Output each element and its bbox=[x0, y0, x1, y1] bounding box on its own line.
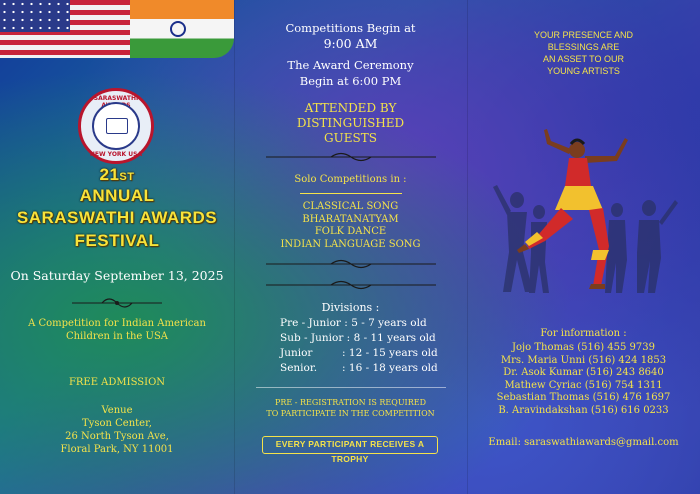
comp-begin-line: Competitions Begin at bbox=[285, 21, 416, 35]
bharatanatyam-dancer-icon bbox=[477, 120, 687, 295]
attended-block bbox=[234, 101, 467, 146]
event-date: On Saturday September 13, 2025 bbox=[10, 268, 224, 283]
contact-item: Dr. Asok Kumar (516) 243 8640 bbox=[503, 367, 664, 378]
free-admission: FREE ADMISSION bbox=[68, 377, 166, 388]
prereg-notice bbox=[234, 397, 467, 419]
contact-item: B. Aravindakshan (516) 616 0233 bbox=[498, 404, 669, 416]
divisions-list bbox=[280, 316, 438, 376]
division-row: Pre - Junior : 5 - 7 years old bbox=[280, 317, 427, 329]
edition-heading bbox=[0, 165, 234, 185]
division-age: 12 - 15 years old bbox=[348, 347, 438, 359]
division-name: Senior. bbox=[280, 362, 318, 374]
scroll-divider-icon bbox=[72, 296, 162, 310]
solo-item-bharatanatyam: BHARATANATYAM bbox=[302, 213, 399, 225]
middle-panel bbox=[234, 0, 467, 494]
edition-suffix: ST bbox=[119, 171, 135, 183]
solo-item-classical-song: CLASSICAL SONG bbox=[302, 201, 399, 212]
attended-line-3: GUESTS bbox=[324, 131, 377, 145]
division-name: Junior bbox=[280, 347, 313, 359]
venue-street: 26 North Tyson Ave, bbox=[65, 431, 169, 442]
scroll-divider-icon bbox=[266, 151, 436, 163]
venue-city: Floral Park, NY 11001 bbox=[60, 444, 174, 455]
contact-item: Sebastian Thomas (516) 476 1697 bbox=[496, 392, 671, 403]
schedule-block bbox=[234, 20, 467, 89]
division-age: 5 - 7 years old bbox=[351, 317, 427, 329]
comp-begin-time: 9:00 AM bbox=[323, 36, 378, 51]
title-line-3: FESTIVAL bbox=[74, 231, 160, 250]
venue-block bbox=[0, 404, 234, 456]
competition-line-1: A Competition for Indian American bbox=[28, 318, 206, 329]
solo-heading: Solo Competitions in : bbox=[294, 174, 407, 185]
contact-item: Mathew Cyriac (516) 754 1311 bbox=[504, 379, 663, 391]
division-row: Sub - Junior : 8 - 11 years old bbox=[280, 332, 436, 344]
presence-line-2: BLESSINGS ARE bbox=[547, 42, 620, 52]
solo-item-folk-dance: FOLK DANCE bbox=[314, 226, 387, 237]
edition-number: 21 bbox=[99, 165, 120, 184]
emblem-bottom-text: NEW YORK USA bbox=[89, 151, 143, 158]
divider-line bbox=[256, 387, 446, 388]
division-row: Junior : 12 - 15 years old bbox=[280, 347, 438, 359]
division-name: Sub - Junior bbox=[280, 332, 344, 344]
scroll-divider-icon bbox=[266, 279, 436, 291]
award-ceremony-time: Begin at 6:00 PM bbox=[299, 74, 402, 88]
us-india-flags-icon bbox=[0, 0, 234, 58]
title-line-2: SARASWATHI AWARDS bbox=[16, 208, 218, 227]
scroll-divider-icon bbox=[266, 258, 436, 270]
prereg-line-1: PRE - REGISTRATION IS REQUIRED bbox=[274, 398, 426, 407]
prereg-line-2: TO PARTICIPATE IN THE COMPETITION bbox=[266, 409, 435, 418]
info-heading: For information : bbox=[540, 328, 627, 339]
attended-line-1: ATTENDED BY bbox=[304, 101, 397, 115]
solo-list bbox=[234, 201, 467, 251]
attended-line-2: DISTINGUISHED bbox=[296, 116, 405, 130]
title-line-1: ANNUAL bbox=[79, 186, 155, 205]
trophy-banner: EVERY PARTICIPANT RECEIVES A TROPHY bbox=[262, 436, 438, 454]
division-row: Senior. : 16 - 18 years old bbox=[280, 362, 438, 374]
divisions-heading: Divisions : bbox=[321, 301, 380, 314]
emblem-top-text: SARASWATHI bbox=[93, 95, 139, 102]
presence-line-3: AN ASSET TO OUR bbox=[542, 54, 625, 64]
contact-item: Jojo Thomas (516) 455 9739 bbox=[512, 342, 655, 353]
division-age: 16 - 18 years old bbox=[348, 362, 438, 374]
contact-list bbox=[467, 342, 700, 417]
venue-label: Venue bbox=[101, 405, 133, 416]
presence-line-4: YOUNG ARTISTS bbox=[547, 66, 620, 76]
venue-name: Tyson Center, bbox=[82, 418, 152, 429]
solo-item-indian-language-song: INDIAN LANGUAGE SONG bbox=[280, 238, 421, 250]
presence-block bbox=[467, 29, 700, 77]
award-ceremony-line: The Award Ceremony bbox=[287, 58, 414, 72]
left-panel bbox=[0, 0, 234, 494]
competition-description bbox=[0, 317, 234, 343]
presence-line-1: YOUR PRESENCE AND bbox=[533, 30, 634, 40]
competition-line-2: Children in the USA bbox=[65, 331, 169, 342]
contact-email: Email: saraswathiawards@gmail.com bbox=[488, 437, 679, 448]
division-age: 8 - 11 years old bbox=[353, 332, 436, 344]
contact-item: Mrs. Maria Unni (516) 424 1853 bbox=[500, 354, 667, 366]
solo-underline bbox=[300, 193, 402, 194]
saraswathi-seal-icon bbox=[78, 88, 154, 164]
right-panel bbox=[467, 0, 700, 494]
division-name: Pre - Junior bbox=[280, 317, 341, 329]
